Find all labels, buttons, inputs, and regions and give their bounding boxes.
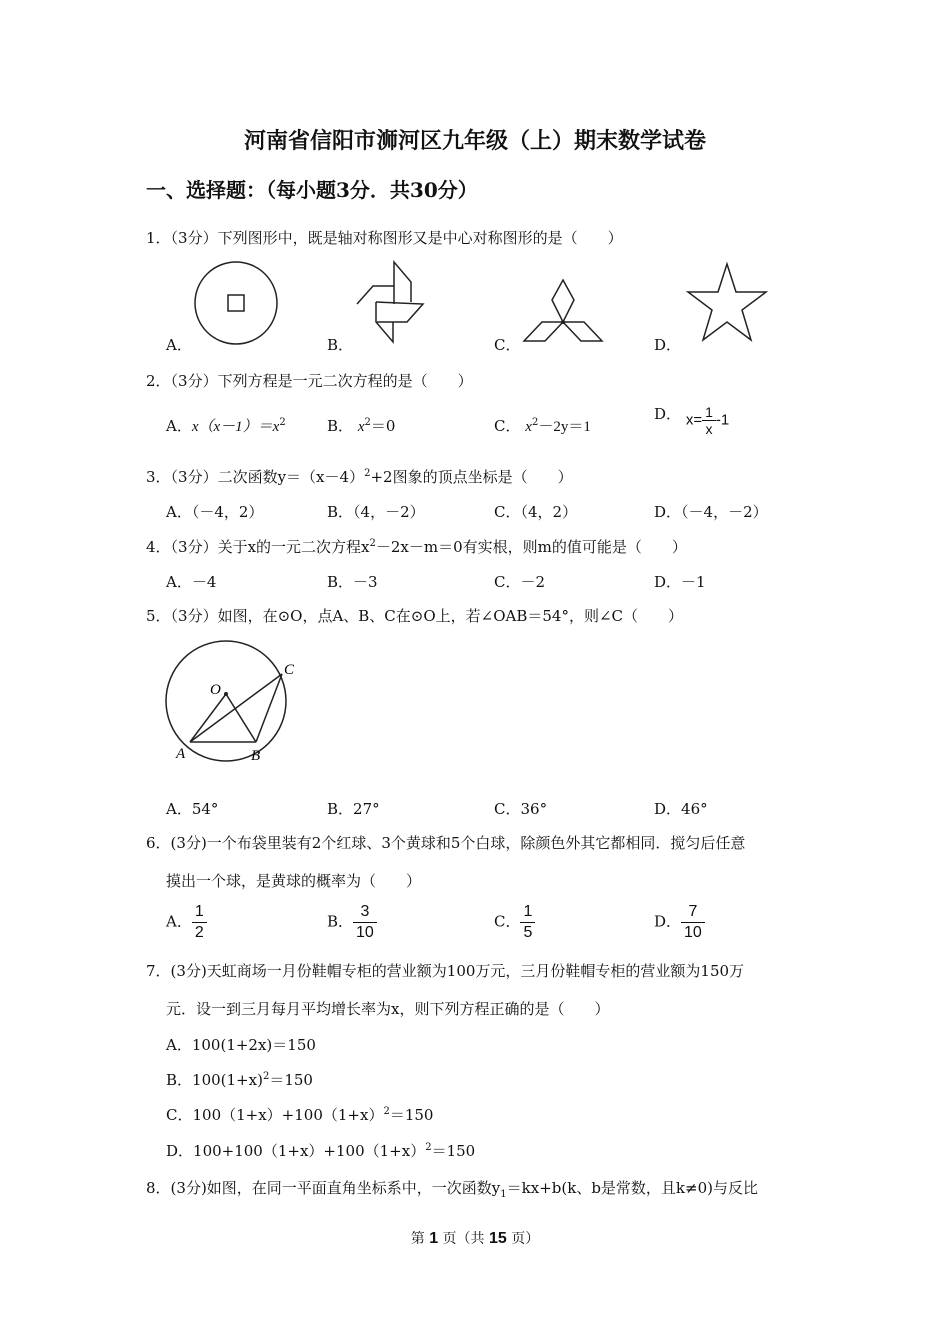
q2-a-label: A． [166,417,192,435]
question-7-stem-line1: 7．(3分)天虹商场一月份鞋帽专柜的营业额为100万元，三月份鞋帽专柜的营业额为150万 [146,962,745,980]
q7-c-pre: C．100（1+x）+100（1+x） [166,1106,384,1124]
q6-option-b[interactable] [327,902,377,943]
question-2-stem: 2．（3分）下列方程是一元二次方程的是（ ） [146,372,473,390]
q6-a-num: 1 [192,902,207,923]
q1-option-a[interactable]: A． [166,336,192,354]
question-1-stem: 1．（3分）下列图形中，既是轴对称图形又是中心对称图形的是（ ） [146,229,623,247]
question-8-stem [146,1177,758,1200]
question-3-stem [146,466,573,487]
q6-c-label: C． [494,912,521,931]
q6-c-fraction [520,902,535,943]
q2-option-d[interactable] [654,404,729,437]
q2-d-pre: x= [685,411,703,429]
q4-stem-post: －2x－m＝0有实根，则m的值可能是（ ） [375,538,687,556]
q7-option-a[interactable]: A．100(1+2x)＝150 [166,1036,316,1054]
q5-circle [166,641,286,761]
q5-option-a[interactable]: A．54° [166,800,219,818]
q7-d-exp: 2 [425,1142,432,1153]
q5-option-b[interactable]: B．27° [327,800,380,818]
q2-d-fraction [702,404,716,437]
q4-option-c[interactable]: C．－2 [494,573,546,591]
q2-b-tail: ＝0 [370,417,396,435]
q1-c-center [561,320,565,324]
q1-b-blade-4 [394,262,411,302]
q5-label-b: B [251,748,261,764]
q6-b-num: 3 [353,902,377,923]
q8-stem-post: ＝kx+b(k、b是常数，且k≠0)与反比 [506,1179,758,1197]
q6-a-label: A． [166,912,192,931]
q6-d-fraction [681,902,705,943]
q3-option-a[interactable]: A．（－4，2） [166,503,264,521]
q3-stem-post: +2图象的顶点坐标是（ ） [370,468,573,486]
footer-post: 页） [506,1231,540,1247]
q2-b-label: B． [327,417,354,435]
q1-c-rhombus-right [563,322,602,341]
q1-a-square [228,295,244,311]
q1-figure-c [522,278,604,344]
footer-mid: 页（共 [438,1231,489,1247]
q6-b-den: 10 [356,924,374,941]
q5-segment-oa [190,694,226,742]
q3-stem-pre: 3．（3分）二次函数y＝（x－4） [146,468,365,486]
q2-c-exp: 2 [531,417,539,428]
q1-figure-b [355,260,425,344]
q5-option-d[interactable]: D．46° [654,800,708,818]
q7-d-post: ＝150 [431,1142,476,1160]
q1-figure-a [192,260,282,350]
q4-option-a[interactable]: A．－4 [166,573,217,591]
q6-d-num: 7 [681,902,705,923]
q2-a-exp: 2 [279,417,286,428]
q6-c-num: 1 [520,902,535,923]
q2-b-text: x [357,419,365,435]
q7-option-c[interactable] [166,1104,433,1125]
page-footer [0,1228,950,1248]
q3-option-c[interactable]: C．（4，2） [494,503,578,521]
q7-option-d[interactable] [166,1140,475,1161]
section-heading: 一、选择题：（每小题3分．共30分） [146,178,478,202]
q7-b-pre: B．100(1+x) [166,1071,263,1089]
question-4-stem [146,536,687,557]
q1-option-b[interactable]: B． [327,336,354,354]
q5-label-a: A [176,746,186,762]
q1-c-rhombus-left [524,322,563,341]
q1-b-blade-3 [376,302,423,322]
q1-option-c[interactable]: C． [494,336,521,354]
q2-c-label: C． [494,417,521,435]
q3-stem-exp: 2 [364,468,371,479]
q4-option-d[interactable]: D．－1 [654,573,706,591]
q6-option-d[interactable] [654,902,705,943]
q2-c-text: x [525,419,532,435]
q7-option-b[interactable] [166,1069,313,1090]
q6-c-den: 5 [523,924,533,941]
q4-stem-pre: 4．（3分）关于x的一元二次方程x [146,538,370,556]
q4-option-b[interactable]: B．－3 [327,573,378,591]
q6-option-c[interactable] [494,902,535,943]
q6-a-den: 2 [194,924,204,941]
question-6-stem-line1: 6．(3分)一个布袋里装有2个红球、3个黄球和5个白球，除颜色外其它都相同．搅匀后任意 [146,834,746,852]
q2-b-exp: 2 [364,417,371,428]
q1-a-circle [195,262,277,344]
q5-label-c: C [284,662,295,678]
q3-option-d[interactable]: D．（－4，－2） [654,503,768,521]
q5-center-dot [224,692,228,696]
q2-a-text: x（x－1）＝x [191,419,280,435]
q2-option-a[interactable] [166,415,286,436]
q8-stem-pre: 8．(3分)如图，在同一平面直角坐标系中，一次函数y [146,1179,501,1197]
q7-d-pre: D．100+100（1+x）+100（1+x） [166,1142,426,1160]
q2-d-post: -1 [715,411,730,429]
footer-page-total: 15 [489,1230,507,1247]
q5-segment-ob [226,694,256,742]
q6-option-a[interactable] [166,902,207,943]
q7-b-exp: 2 [262,1071,270,1082]
q1-b-blade-1 [357,286,394,304]
q2-d-num: 1 [702,404,716,421]
question-5-stem: 5．（3分）如图，在⊙O，点A、B、C在⊙O上，若∠OAB＝54°，则∠C（ ） [146,607,684,625]
q7-c-post: ＝150 [389,1106,434,1124]
q1-d-star [688,264,766,340]
q2-option-b[interactable] [327,415,395,436]
q6-d-label: D． [654,912,682,931]
q2-c-tail: －2y＝1 [538,419,591,435]
footer-pre: 第 [410,1231,430,1247]
q2-option-c[interactable] [494,415,591,436]
question-6-stem-line2: 摸出一个球，是黄球的概率为（ ） [166,872,422,890]
question-7-stem-line2: 元．设一到三月每月平均增长率为x，则下列方程正确的是（ ） [166,1000,610,1018]
q6-b-label: B． [327,912,354,931]
q1-option-d[interactable]: D． [654,336,682,354]
q2-d-label: D． [654,404,682,423]
q8-stem-sub: 1 [500,1189,507,1200]
q2-d-den: x [705,421,713,437]
page-title: 河南省信阳市浉河区九年级（上）期末数学试卷 [243,128,706,154]
footer-page-number: 1 [429,1230,439,1247]
q1-c-rhombus-top [552,280,574,322]
q4-stem-exp: 2 [369,538,376,549]
q5-label-o: O [210,682,221,698]
q1-figure-d [686,262,768,344]
q6-b-fraction [353,902,377,943]
q6-a-fraction [192,902,207,943]
q5-circle-figure [160,632,310,772]
q6-d-den: 10 [684,924,702,941]
q7-b-post: ＝150 [269,1071,313,1089]
q3-option-b[interactable]: B．（4，－2） [327,503,425,521]
q7-c-exp: 2 [383,1106,390,1117]
q5-option-c[interactable]: C．36° [494,800,548,818]
